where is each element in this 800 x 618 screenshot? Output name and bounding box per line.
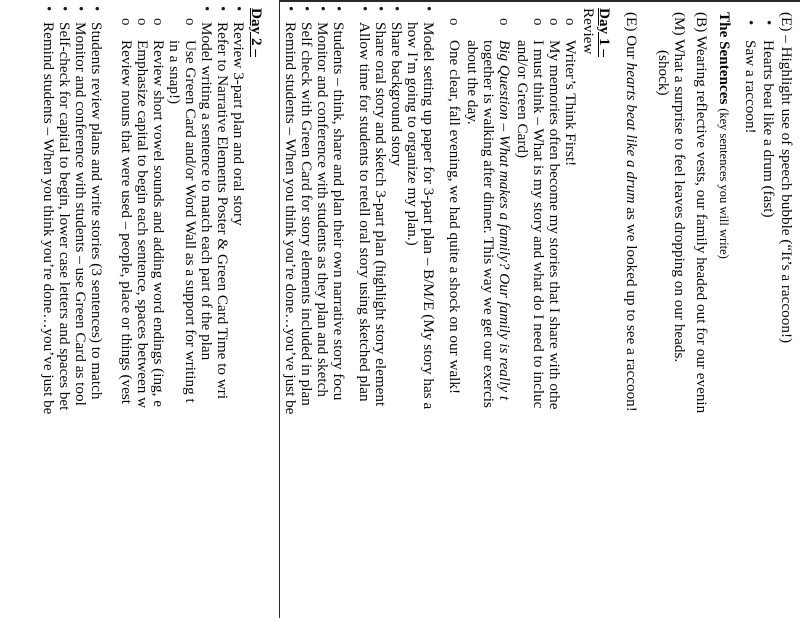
day2-review-short: Review short vowel sounds and adding word endings (ing, e (150, 40, 167, 407)
day2-heading: Day 2 – (248, 8, 265, 57)
line-e-italic: hearts beat like a drum (623, 62, 640, 204)
line-b: (B) Wearing reflective vests, our family headed out for our evenin (693, 12, 710, 414)
day1-allow: Allow time for students to retell oral story using sketched plan (356, 22, 373, 402)
day2-review-nouns: Review nouns that were used – people, place or things (vest (118, 40, 135, 404)
bullet-dot: • (388, 6, 404, 12)
bullet-circle: o (546, 18, 562, 26)
day2-model: Model writing a sentence to match each part of the plan (198, 22, 215, 361)
bullet-dot: • (372, 6, 388, 12)
bullet-circle: o (446, 18, 462, 26)
bullet-circle: o (118, 18, 134, 26)
day1-big-question: Big Question – What makes a family? Our family is really t (496, 40, 513, 401)
bullet-circle: o (134, 18, 150, 26)
day2-emphasize: Emphasize capital to begin each sentence, spaces between w (134, 40, 151, 409)
line-e-speech-bubble: (E) – Highlight use of speech bubble (“It’s a raccoon!) (778, 12, 795, 344)
day2-remind: Remind students – When you think you’re done…you’ve just be (40, 22, 57, 415)
bullet-dot: • (72, 6, 88, 12)
page-rule-left (280, 0, 800, 2)
bullet-dot: • (314, 6, 330, 12)
day1-monitor: Monitor and conference with students as they plan and sketch (314, 22, 331, 397)
day1-item-2: My memories often become my stories that I share with othe (546, 40, 563, 410)
day2-in-snap: in a snap!) (166, 40, 183, 105)
bullet-circle: o (150, 18, 166, 26)
day2-students: Students review plans and write stories (3 sentences) to match (88, 22, 105, 400)
bullet-dot: • (742, 20, 758, 26)
page-rule-bottom (279, 0, 280, 618)
bullet-circle: o (562, 18, 578, 26)
day1-heading: Day 1 – (596, 8, 613, 57)
sentences-heading (715, 12, 733, 259)
day2-use-green: Use Green Card and/or Word Wall as a support for writing t (182, 40, 199, 403)
day2-selfcheck: Self-check for capital to begin, lower case letters and spaces bet (56, 22, 73, 411)
bullet-dot: • (230, 6, 246, 12)
hearts-item: Hearts beat like a drum (fast) (760, 40, 777, 218)
bullet-dot: • (330, 6, 346, 12)
bullet-dot: • (420, 6, 436, 12)
bullet-circle: o (496, 18, 512, 26)
bullet-dot: • (88, 6, 104, 12)
line-e (622, 12, 640, 412)
sentences-heading-note: (key sentences you will write) (717, 108, 731, 259)
day2-monitor: Monitor and conference with students – use Green Card as tool (72, 22, 89, 406)
bullet-circle: o (182, 18, 198, 26)
line-e-a: (E) Our (623, 12, 640, 63)
line-e-b: as we looked up to see a raccoon! (623, 203, 640, 412)
raccoon-item: Saw a raccoon! (742, 40, 759, 134)
day1-share-bg: Share background story (388, 22, 405, 167)
day1-item-1: Writer’s Think First! (562, 40, 579, 167)
bullet-dot: • (298, 6, 314, 12)
day2-review: Review 3-part plan and oral story (230, 22, 247, 226)
sentences-heading-text: The Sentences (716, 12, 733, 105)
bullet-dot: • (56, 6, 72, 12)
day1-item-3: I must think – What is my story and what do I need to incluc (530, 40, 547, 409)
bullet-dot: • (356, 6, 372, 12)
bullet-dot: • (40, 6, 56, 12)
day1-share-oral: Share oral story and sketch 3-part plan (highlight story element (372, 22, 389, 407)
day1-big-question-cont: together is walking after dinner. This way we get our exercis (480, 40, 497, 408)
bullet-dot: • (214, 6, 230, 12)
day1-model-1: Model setting up paper for 3-part plan – B/M/E (My story has a (420, 22, 437, 410)
day1-remind: Remind students – When you think you’re done…you’ve just be (282, 22, 299, 415)
bullet-dot: • (282, 6, 298, 12)
day1-item-clear-evening: One clear, fall evening, we had quite a shock on our walk! (446, 40, 463, 395)
day1-item-3-cont: and/or Green Card) (514, 40, 531, 159)
line-m-cont: (shock) (655, 50, 672, 96)
bullet-circle: o (530, 18, 546, 26)
bullet-dot: • (198, 6, 214, 12)
line-m: (M) What a surprise to feel leaves dropping on our heads. (671, 12, 688, 363)
day1-big-question-end: about the day. (464, 40, 481, 125)
day1-selfcheck: Self check with Green Card for story elements included in plan (298, 22, 315, 406)
day1-review: Review (580, 8, 597, 55)
day1-students: Students – think, share and plan their own narrative story focu (330, 22, 347, 401)
bullet-dot: • (760, 20, 776, 26)
day1-model-2: how I’m going to organize my plan.) (404, 22, 421, 246)
day2-refer: Refer to Narrative Elements Poster & Green Card Time to wri (214, 22, 231, 400)
